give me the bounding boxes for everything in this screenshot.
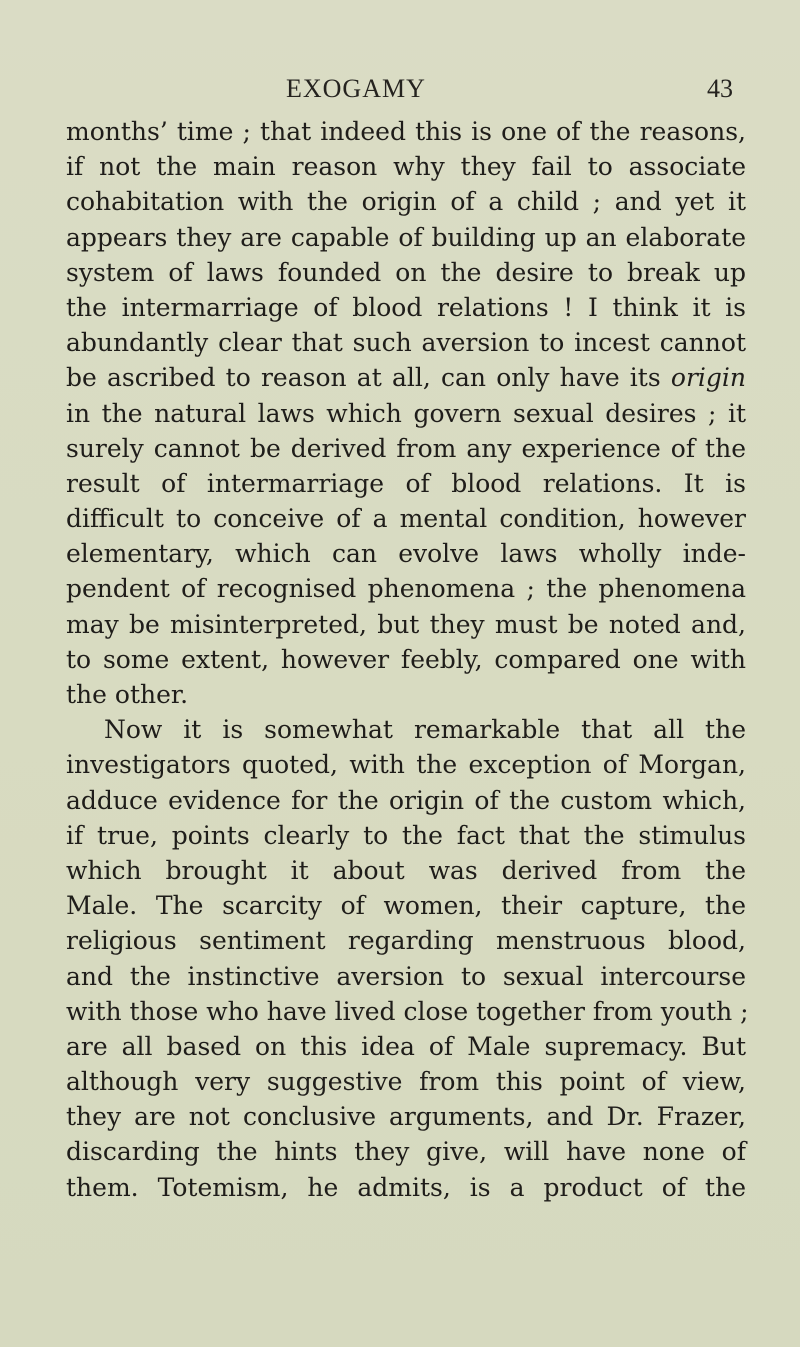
text-line: difficult to conceive of a mental condition, however xyxy=(66,504,746,534)
body-text xyxy=(66,114,749,1205)
text-line: are all based on this idea of Male supremacy. But xyxy=(66,1031,746,1061)
paragraph-end-line: the other. xyxy=(66,680,189,709)
text-line: in the natural laws which govern sexual desires ; it xyxy=(66,398,746,428)
text-line: adduce evidence for the origin of the custom which, xyxy=(66,785,746,815)
text-line: discarding the hints they give, will have none of xyxy=(66,1137,746,1167)
italic-word: origin xyxy=(670,363,746,393)
text-line: with those who have lived close together from youth ; xyxy=(66,996,749,1026)
text-line: to some extent, however feebly, compared one with xyxy=(66,644,746,674)
running-title: EXOGAMY xyxy=(286,74,426,103)
text-line: system of laws founded on the desire to break up xyxy=(66,257,746,287)
text-line: may be misinterpreted, but they must be noted and, xyxy=(66,609,746,639)
text-line: them. Totemism, he admits, is a product of the xyxy=(66,1172,746,1202)
text-line: and the instinctive aversion to sexual intercourse xyxy=(66,961,746,991)
text-line: elementary, which can evolve laws wholly inde- xyxy=(66,539,746,569)
text-segment: be ascribed to reason at all, can only have its xyxy=(66,363,661,393)
text-line: if true, points clearly to the fact that the stimulus xyxy=(66,820,746,850)
text-line: although very suggestive from this point of view, xyxy=(66,1067,746,1097)
text-line: result of intermarriage of blood relations. It is xyxy=(66,468,746,498)
text-line: pendent of recognised phenomena ; the phenomena xyxy=(66,574,746,604)
text-line: religious sentiment regarding menstruous blood, xyxy=(66,926,746,956)
text-line: if not the main reason why they fail to associate xyxy=(66,152,746,182)
text-line: they are not conclusive arguments, and Dr. Frazer, xyxy=(66,1102,746,1132)
text-line: abundantly clear that such aversion to incest cannot xyxy=(66,328,746,358)
text-line: investigators quoted, with the exception of Morgan, xyxy=(66,750,746,780)
text-line: surely cannot be derived from any experience of the xyxy=(66,433,746,463)
text-line: months’ time ; that indeed this is one of the reasons, xyxy=(66,117,746,146)
text-line-with-italic xyxy=(66,360,746,395)
text-line: Male. The scarcity of women, their capture, the xyxy=(66,891,746,921)
text-line: the intermarriage of blood relations ! I think it is xyxy=(66,292,746,322)
text-line: which brought it about was derived from the xyxy=(66,855,746,885)
text-line: appears they are capable of building up an elaborate xyxy=(66,222,746,252)
text-line: cohabitation with the origin of a child ; and yet it xyxy=(66,187,746,217)
page-number: 43 xyxy=(707,74,733,103)
paragraph-start-line: Now it is somewhat remarkable that all the xyxy=(104,715,746,745)
